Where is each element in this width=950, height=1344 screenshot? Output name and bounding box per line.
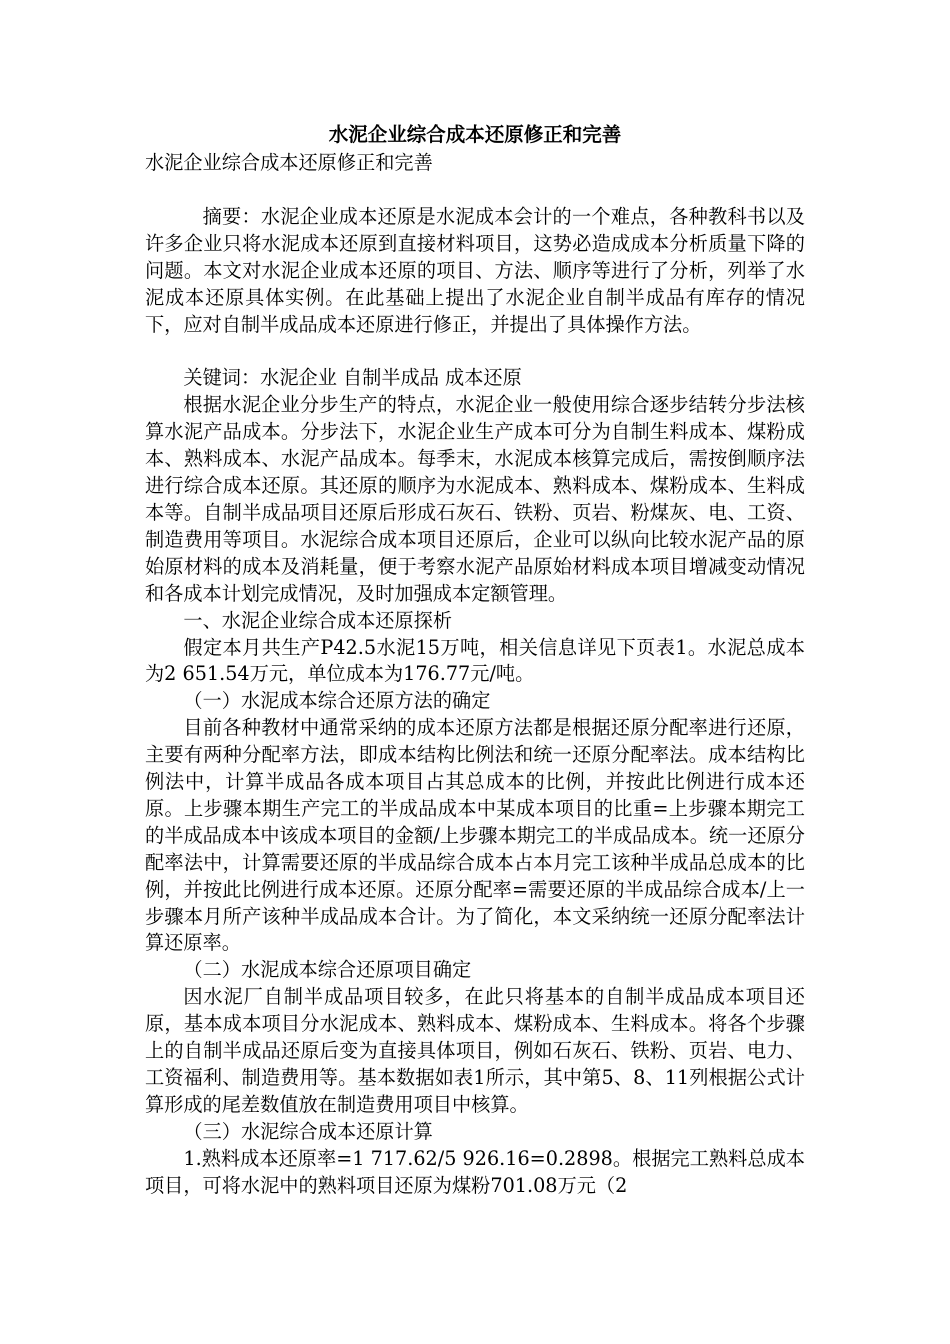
- document-subtitle: 水泥企业综合成本还原修正和完善: [145, 151, 433, 174]
- intro-paragraph: 根据水泥企业分步生产的特点，水泥企业一般使用综合逐步结转分步法核算水泥产品成本。分步法下，水泥企业生产成本可分为自制生料成本、煤粉成本、熟料成本、水泥产品成本。每季末，水泥成本核算完成后，需按倒顺序法进行综合成本还原。其还原的顺序为水泥成本、熟料成本、煤粉成本、生料成本等。自制半成品项目还原后形成石灰石、铁粉、页岩、粉煤灰、电、工资、制造费用等项目。水泥综合成本项目还原后，企业可以纵向比较水泥产品的原始原材料的成本及消耗量，便于考察水泥产品原始材料成本项目增减变动情况和各成本计划完成情况，及时加强成本定额管理。: [145, 393, 805, 605]
- subsection-1-heading: （一）水泥成本综合还原方法的确定: [183, 689, 491, 713]
- subsection-3-heading: （三）水泥综合成本还原计算: [183, 1119, 433, 1143]
- section-1-heading: 一、水泥企业综合成本还原探析: [183, 608, 453, 632]
- keywords-line: 关键词：水泥企业 自制半成品 成本还原: [183, 366, 522, 390]
- abstract-paragraph: 摘要：水泥企业成本还原是水泥成本会计的一个难点，各种教科书以及许多企业只将水泥成本还原到直接材料项目，这势必造成成本分析质量下降的问题。本文对水泥企业成本还原的项目、方法、顺序等进行了分析，列举了水泥成本还原具体实例。在此基础上提出了水泥企业自制半成品有库存的情况下，应对自制半成品成本还原进行修正，并提出了具体操作方法。: [145, 204, 805, 336]
- document-body: [145, 120, 805, 1200]
- subsection-1-paragraph: 目前各种教材中通常采纳的成本还原方法都是根据还原分配率进行还原，主要有两种分配率方法，即成本结构比例法和统一还原分配率法。成本结构比例法中，计算半成品各成本项目占其总成本的比例，并按此比例进行成本还原。上步骤本期生产完工的半成品成本中某成本项目的比重=上步骤本期完工的半成品成本中该成本项目的金额/上步骤本期完工的半成品成本。统一还原分配率法中，计算需要还原的半成品综合成本占本月完工该种半成品总成本的比例，并按此比例进行成本还原。还原分配率=需要还原的半成品综合成本/上一步骤本月所产该种半成品成本合计。为了简化，本文采纳统一还原分配率法计算还原率。: [145, 716, 805, 955]
- document-title: 水泥企业综合成本还原修正和完善: [328, 123, 622, 146]
- subsection-2-heading: （二）水泥成本综合还原项目确定: [183, 958, 472, 982]
- subsection-3-paragraph: 1.熟料成本还原率=1 717.62/5 926.16=0.2898。根据完工熟料总成本项目，可将水泥中的熟料项目还原为煤粉701.08万元（2: [145, 1146, 805, 1197]
- subsection-2-paragraph: 因水泥厂自制半成品项目较多，在此只将基本的自制半成品成本项目还原，基本成本项目分水泥成本、熟料成本、煤粉成本、生料成本。将各个步骤上的自制半成品还原后变为直接具体项目，例如石灰石、铁粉、页岩、电力、工资福利、制造费用等。基本数据如表1所示，其中第5、8、11列根据公式计算形成的尾差数值放在制造费用项目中核算。: [145, 985, 805, 1116]
- section-1-paragraph: 假定本月共生产P42.5水泥15万吨，相关信息详见下页表1。水泥总成本为2 651.54万元，单位成本为176.77元/吨。: [145, 635, 805, 686]
